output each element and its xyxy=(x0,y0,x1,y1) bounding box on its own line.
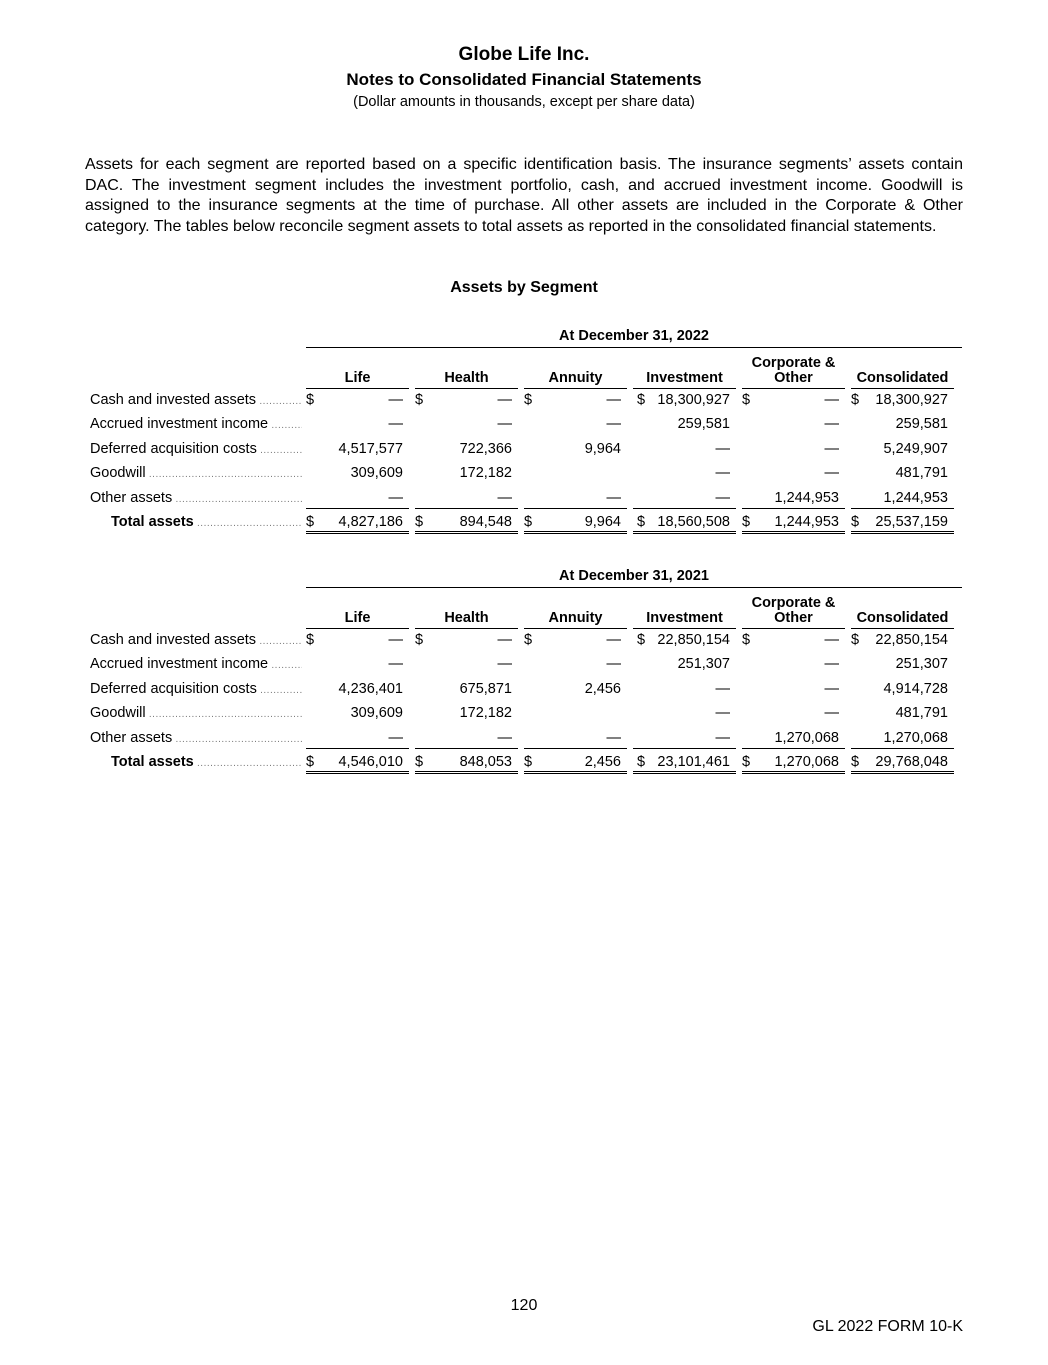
currency-symbol: $ xyxy=(742,632,751,648)
cell-value: — xyxy=(824,392,839,408)
currency-symbol: $ xyxy=(851,514,860,530)
cell-value: — xyxy=(715,489,730,506)
table-cell xyxy=(742,654,845,674)
column-header: Annuity xyxy=(524,593,627,629)
cell-value: — xyxy=(715,465,730,482)
cell-value: 29,768,048 xyxy=(875,754,948,770)
table-cell xyxy=(633,488,736,509)
cell-value: — xyxy=(715,440,730,457)
table-cell xyxy=(415,439,518,459)
table-cell xyxy=(851,703,954,723)
cell-value: 1,244,953 xyxy=(774,489,839,506)
cell-value: 23,101,461 xyxy=(657,754,730,770)
cell-value: — xyxy=(388,416,403,433)
form-label: GL 2022 FORM 10-K xyxy=(812,1318,963,1335)
currency-symbol: $ xyxy=(851,632,860,648)
table-cell xyxy=(851,752,954,774)
table-cell xyxy=(524,439,627,459)
intro-paragraph: Assets for each segment are reported based on a specific identification basis. The insurance segments’ assets contain DAC. The investment segment includes the investment portfolio, cash, and accrued investment income. Goodwill is assigned to the insurance segments at the time of purchase. All other assets are included in the Corporate & Other category. The tables below reconcile segment assets to total assets as reported in the consolidated financial statements. xyxy=(85,156,963,235)
currency-symbol: $ xyxy=(637,514,646,530)
currency-symbol: $ xyxy=(851,392,860,408)
cell-value: 25,537,159 xyxy=(875,514,948,530)
table-cell xyxy=(633,752,736,774)
currency-symbol: $ xyxy=(524,514,533,530)
currency-symbol: $ xyxy=(742,754,751,770)
table-cell xyxy=(415,414,518,434)
table-cell xyxy=(306,512,409,534)
cell-value: — xyxy=(497,489,512,506)
table-cell xyxy=(306,654,409,674)
cell-value: 9,964 xyxy=(584,514,621,530)
currency-symbol: $ xyxy=(637,632,646,648)
table-cell xyxy=(524,390,627,410)
table-cell xyxy=(633,630,736,650)
cell-value: 309,609 xyxy=(350,465,403,482)
table-cell xyxy=(415,630,518,650)
column-header: Life xyxy=(306,593,409,629)
table-cell xyxy=(306,414,409,434)
row-label: Accrued investment income ..... xyxy=(90,654,302,674)
currency-symbol: $ xyxy=(742,392,751,408)
cell-value: 259,581 xyxy=(895,416,948,433)
company-name: Globe Life Inc. xyxy=(458,44,590,65)
row-label: Cash and invested assets ..... xyxy=(90,630,302,650)
table-cell xyxy=(415,390,518,410)
table-cell xyxy=(415,512,518,534)
cell-value: — xyxy=(824,416,839,433)
table-cell xyxy=(742,414,845,434)
table-cell xyxy=(633,654,736,674)
currency-symbol: $ xyxy=(524,392,533,408)
row-label: Other assets ..... xyxy=(90,728,302,748)
amounts-note: (Dollar amounts in thousands, except per share data) xyxy=(353,94,695,110)
cell-value: — xyxy=(497,416,512,433)
cell-value: 1,270,068 xyxy=(883,729,948,746)
cell-value: 675,871 xyxy=(459,680,512,697)
cell-value: — xyxy=(388,729,403,746)
table-cell xyxy=(306,752,409,774)
table-cell xyxy=(851,728,954,749)
currency-symbol: $ xyxy=(306,514,315,530)
document-subtitle: Notes to Consolidated Financial Statements xyxy=(346,70,702,89)
table-cell xyxy=(524,654,627,674)
row-label: Deferred acquisition costs ..... xyxy=(90,439,302,459)
table-cell xyxy=(306,463,409,483)
currency-symbol: $ xyxy=(306,632,315,648)
cell-value: 9,964 xyxy=(584,440,621,457)
column-header: Investment xyxy=(633,353,736,389)
table-cell xyxy=(633,390,736,410)
cell-value: — xyxy=(606,416,621,433)
table-cell xyxy=(742,512,845,534)
table-cell xyxy=(415,703,518,723)
table-cell xyxy=(306,679,409,699)
table-period-header: At December 31, 2021 xyxy=(306,568,962,588)
table-cell xyxy=(851,654,954,674)
cell-value: 18,300,927 xyxy=(875,392,948,408)
cell-value: — xyxy=(606,392,621,408)
cell-value: 4,236,401 xyxy=(338,680,403,697)
table-cell xyxy=(851,512,954,534)
page-number: 120 xyxy=(510,1297,538,1314)
row-label: Total assets ..... xyxy=(111,512,302,532)
table-cell xyxy=(306,390,409,410)
cell-value: 18,560,508 xyxy=(657,514,730,530)
cell-value: 22,850,154 xyxy=(657,632,730,648)
cell-value: 722,366 xyxy=(459,440,512,457)
cell-value: — xyxy=(824,705,839,722)
table-cell xyxy=(742,679,845,699)
cell-value: — xyxy=(606,489,621,506)
cell-value: — xyxy=(497,729,512,746)
table-cell xyxy=(851,463,954,483)
table-cell xyxy=(742,630,845,650)
table-cell xyxy=(742,728,845,749)
table-cell xyxy=(415,463,518,483)
cell-value: 4,517,577 xyxy=(338,440,403,457)
cell-value: 481,791 xyxy=(895,705,948,722)
cell-value: 1,270,068 xyxy=(774,754,839,770)
table-cell xyxy=(306,488,409,509)
cell-value: 4,914,728 xyxy=(883,680,948,697)
cell-value: — xyxy=(824,632,839,648)
cell-value: — xyxy=(824,465,839,482)
cell-value: 1,244,953 xyxy=(883,489,948,506)
table-cell xyxy=(851,488,954,509)
table-cell xyxy=(415,679,518,699)
table-period-header: At December 31, 2022 xyxy=(306,328,962,348)
cell-value: — xyxy=(715,705,730,722)
cell-value: — xyxy=(824,656,839,673)
table-cell xyxy=(306,439,409,459)
table-cell xyxy=(633,414,736,434)
cell-value: 18,300,927 xyxy=(657,392,730,408)
currency-symbol: $ xyxy=(524,632,533,648)
section-title: Assets by Segment xyxy=(450,279,598,296)
table-cell xyxy=(851,439,954,459)
cell-value: 251,307 xyxy=(677,656,730,673)
table-cell xyxy=(306,630,409,650)
currency-symbol: $ xyxy=(415,754,424,770)
table-cell xyxy=(415,488,518,509)
table-cell xyxy=(415,654,518,674)
table-cell xyxy=(633,463,736,483)
currency-symbol: $ xyxy=(524,754,533,770)
cell-value: — xyxy=(606,656,621,673)
cell-value: 2,456 xyxy=(584,680,621,697)
cell-value: — xyxy=(497,392,512,408)
row-label: Cash and invested assets ..... xyxy=(90,390,302,410)
table-cell xyxy=(524,630,627,650)
row-label: Goodwill ..... xyxy=(90,703,302,723)
row-label: Other assets ..... xyxy=(90,488,302,508)
column-header: Corporate & Other xyxy=(742,593,845,629)
table-cell xyxy=(415,752,518,774)
table-cell xyxy=(633,512,736,534)
currency-symbol: $ xyxy=(306,754,315,770)
currency-symbol: $ xyxy=(306,392,315,408)
cell-value: 172,182 xyxy=(459,465,512,482)
cell-value: — xyxy=(824,680,839,697)
currency-symbol: $ xyxy=(415,514,424,530)
table-cell xyxy=(306,728,409,749)
cell-value: — xyxy=(388,392,403,408)
row-label: Deferred acquisition costs ..... xyxy=(90,679,302,699)
row-label: Accrued investment income ..... xyxy=(90,414,302,434)
column-header: Investment xyxy=(633,593,736,629)
table-cell xyxy=(415,728,518,749)
table-cell xyxy=(851,679,954,699)
cell-value: — xyxy=(497,656,512,673)
cell-value: 5,249,907 xyxy=(883,440,948,457)
table-cell xyxy=(306,703,409,723)
table-cell xyxy=(742,390,845,410)
cell-value: — xyxy=(606,632,621,648)
column-header: Annuity xyxy=(524,353,627,389)
table-cell xyxy=(524,679,627,699)
currency-symbol: $ xyxy=(851,754,860,770)
currency-symbol: $ xyxy=(415,632,424,648)
cell-value: 172,182 xyxy=(459,705,512,722)
column-header: Consolidated xyxy=(851,353,954,389)
cell-value: — xyxy=(715,729,730,746)
cell-value: — xyxy=(388,632,403,648)
table-cell xyxy=(851,414,954,434)
currency-symbol: $ xyxy=(742,514,751,530)
table-cell xyxy=(633,703,736,723)
table-cell xyxy=(524,703,627,723)
table-cell xyxy=(524,728,627,749)
cell-value: 251,307 xyxy=(895,656,948,673)
cell-value: 481,791 xyxy=(895,465,948,482)
cell-value: 2,456 xyxy=(584,754,621,770)
table-cell xyxy=(633,728,736,749)
cell-value: 848,053 xyxy=(459,754,512,770)
table-cell xyxy=(742,488,845,509)
table-cell xyxy=(851,390,954,410)
cell-value: — xyxy=(497,632,512,648)
table-cell xyxy=(524,512,627,534)
cell-value: — xyxy=(388,489,403,506)
currency-symbol: $ xyxy=(637,754,646,770)
table-cell xyxy=(742,439,845,459)
cell-value: 259,581 xyxy=(677,416,730,433)
currency-symbol: $ xyxy=(415,392,424,408)
column-header: Health xyxy=(415,353,518,389)
column-header: Life xyxy=(306,353,409,389)
table-cell xyxy=(524,414,627,434)
table-cell xyxy=(851,630,954,650)
table-cell xyxy=(742,703,845,723)
row-label: Goodwill ..... xyxy=(90,463,302,483)
table-cell xyxy=(742,752,845,774)
cell-value: — xyxy=(606,729,621,746)
cell-value: 4,827,186 xyxy=(338,514,403,530)
column-header: Consolidated xyxy=(851,593,954,629)
cell-value: 1,244,953 xyxy=(774,514,839,530)
cell-value: 1,270,068 xyxy=(774,729,839,746)
table-cell xyxy=(742,463,845,483)
cell-value: — xyxy=(715,680,730,697)
row-label: Total assets ..... xyxy=(111,752,302,772)
table-cell xyxy=(524,488,627,509)
table-cell xyxy=(524,463,627,483)
cell-value: 894,548 xyxy=(459,514,512,530)
cell-value: 309,609 xyxy=(350,705,403,722)
column-header: Corporate & Other xyxy=(742,353,845,389)
table-cell xyxy=(524,752,627,774)
cell-value: 4,546,010 xyxy=(338,754,403,770)
column-header: Health xyxy=(415,593,518,629)
cell-value: 22,850,154 xyxy=(875,632,948,648)
cell-value: — xyxy=(388,656,403,673)
currency-symbol: $ xyxy=(637,392,646,408)
table-cell xyxy=(633,679,736,699)
cell-value: — xyxy=(824,440,839,457)
table-cell xyxy=(633,439,736,459)
